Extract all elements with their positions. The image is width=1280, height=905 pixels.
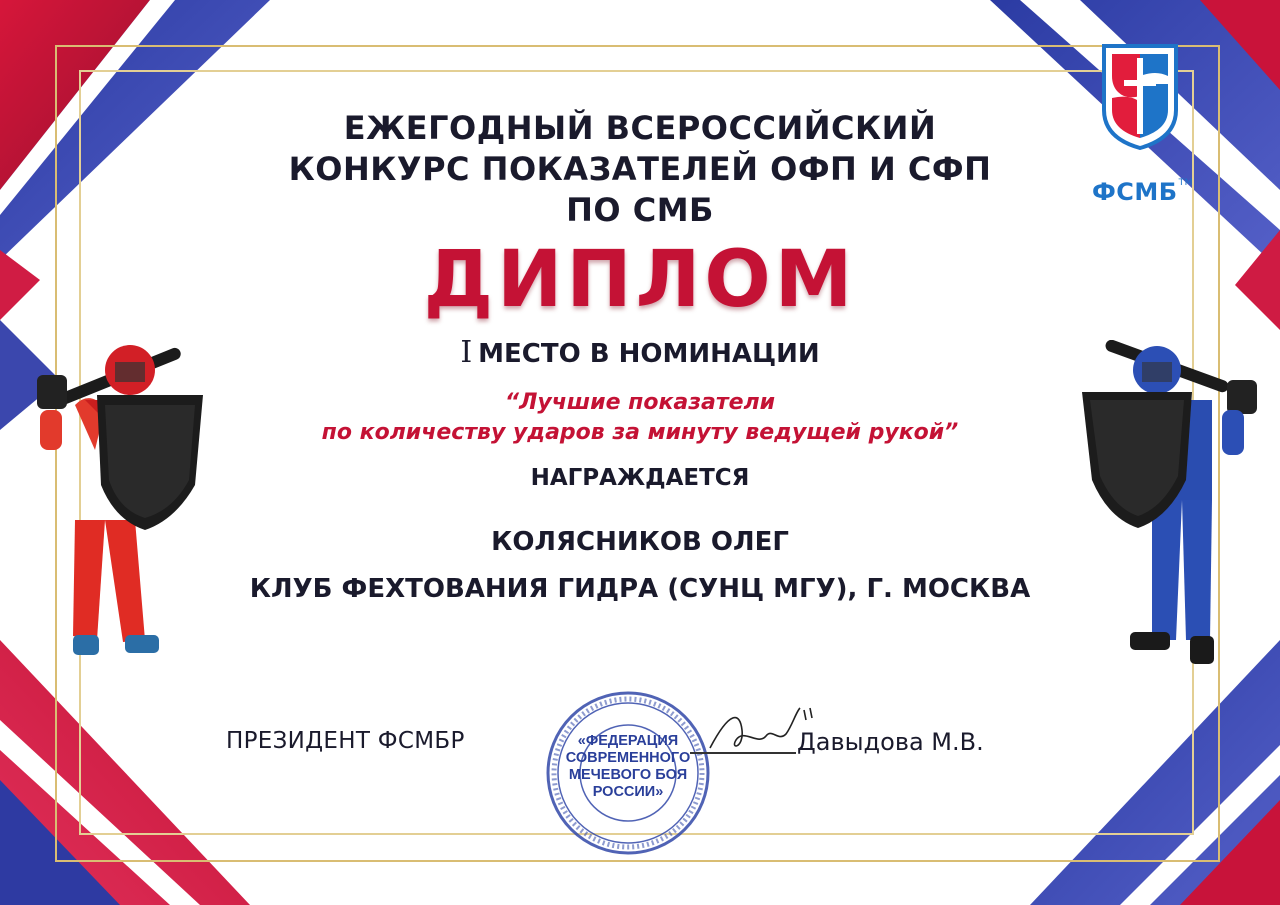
recipient-name: КОЛЯСНИКОВ ОЛЕГ (491, 527, 789, 557)
contest-title (0, 108, 1280, 231)
nomination-line-1: “Лучшие показатели (504, 390, 776, 415)
signature-line (690, 752, 796, 754)
place-number: I (460, 335, 473, 370)
stamp-text (543, 733, 713, 801)
stamp-line-2: СОВРЕМЕННОГО (565, 750, 691, 766)
diploma-heading: ДИПЛОМ (423, 235, 857, 325)
stamp-line-3: МЕЧЕВОГО БОЯ (568, 767, 688, 783)
contest-title-line-1: ЕЖЕГОДНЫЙ ВСЕРОССИЙСКИЙ (343, 109, 937, 147)
blue-fighter-illustration (1072, 340, 1262, 675)
contest-title-line-2: КОНКУРС ПОКАЗАТЕЛЕЙ ОФП И СФП (288, 150, 992, 188)
logo-trademark: TM (1178, 178, 1193, 188)
stamp-line-4: РОССИИ» (592, 784, 664, 800)
president-title: ПРЕЗИДЕНТ ФСМБР (226, 728, 465, 754)
nomination-line-2: по количеству ударов за минуту ведущей рукой” (321, 420, 959, 445)
recipient-club: КЛУБ ФЕХТОВАНИЯ ГИДРА (СУНЦ МГУ), Г. МОСКВА (249, 574, 1031, 604)
contest-title-line-3: ПО СМБ (566, 191, 714, 229)
signer-name: Давыдова М.В. (797, 728, 984, 756)
logo-text: ФСМБ™ (1092, 178, 1193, 206)
red-fighter-illustration (35, 330, 215, 675)
place-text: МЕСТО В НОМИНАЦИИ (478, 339, 820, 369)
awarded-label: НАГРАЖДАЕТСЯ (530, 465, 750, 491)
stamp-line-1: «ФЕДЕРАЦИЯ (577, 733, 679, 749)
